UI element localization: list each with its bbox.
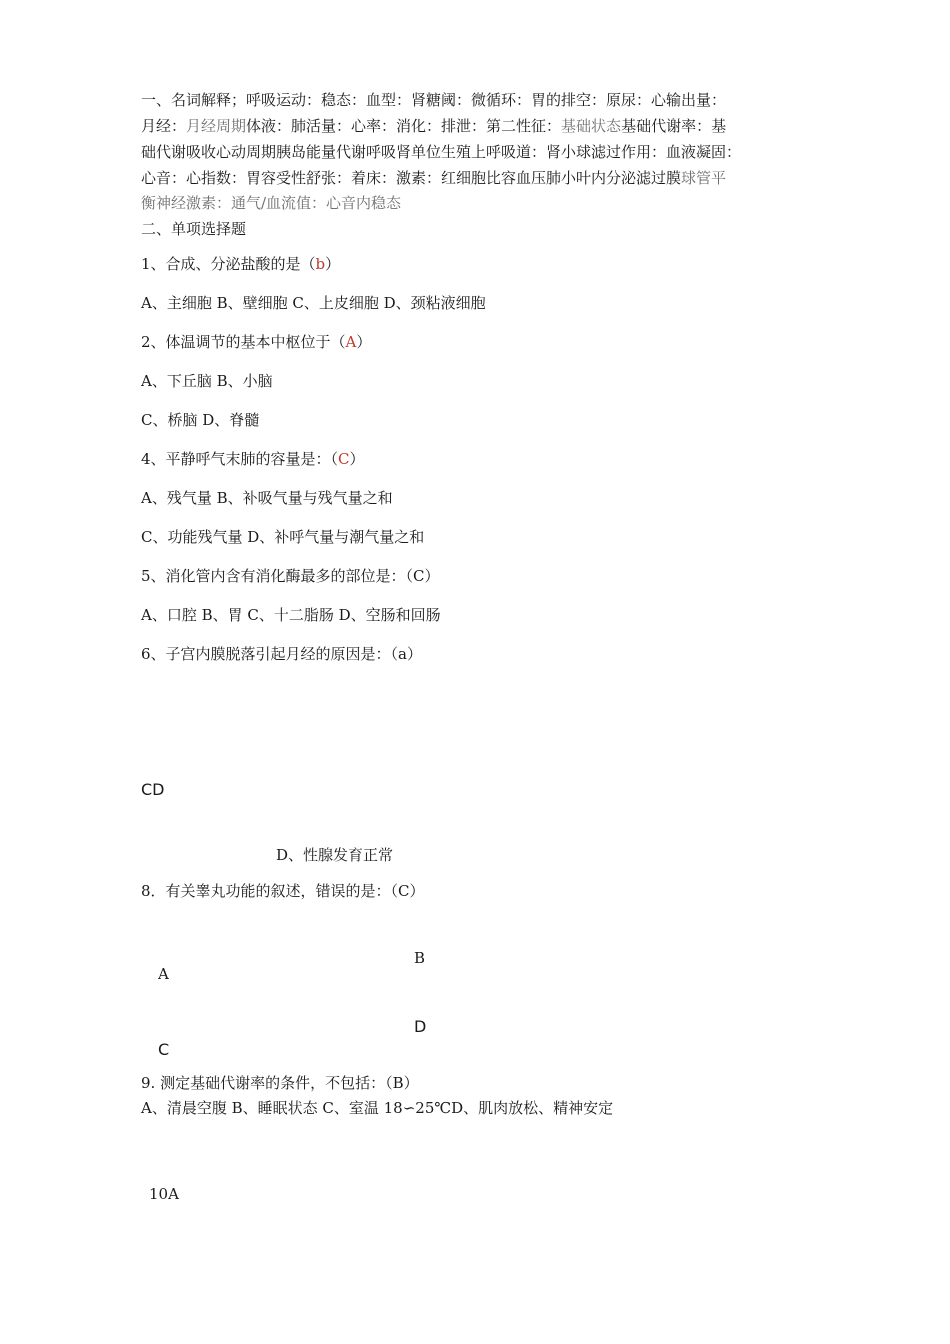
- question-8-option-c: C: [158, 1040, 170, 1059]
- question-8-stem: 8．有关睾丸功能的叙述，错误的是：（C）: [141, 882, 425, 900]
- question-text: 1、合成、分泌盐酸的是（: [141, 255, 316, 273]
- question-9-stem: 9. 测定基础代谢率的条件，不包括：（B）: [141, 1074, 419, 1092]
- terms-line-1: [141, 90, 726, 110]
- terms-line-5: [141, 193, 401, 213]
- question-text: ）: [349, 450, 365, 468]
- question-1-stem: [141, 254, 340, 274]
- question-text: ）: [325, 255, 341, 273]
- question-4-options-2: C、功能残气量 D、补呼气量与潮气量之和: [141, 528, 425, 546]
- question-5-options: A、口腔 B、胃 C、十二脂肠 D、空肠和回肠: [141, 606, 441, 624]
- terms-text: 心音：心指数：胃容受性舒张：着床：激素：红细胞比容血压肺小叶内分泌滤过膜: [141, 169, 682, 187]
- question-10-fragment: 10A: [149, 1185, 179, 1203]
- terms-text-gray: 球管平: [681, 169, 727, 187]
- terms-text-gray: 月经周期: [186, 117, 247, 135]
- question-7-fragment: CD: [141, 780, 165, 799]
- question-8-option-b: B: [414, 949, 426, 967]
- question-4-options-1: A、残气量 B、补吸气量与残气量之和: [141, 489, 393, 507]
- terms-text: 础代谢吸收心动周期胰岛能量代谢呼吸肾单位生殖上呼吸道：肾小球滤过作用：血液凝固：: [141, 143, 742, 161]
- terms-text: 体液：肺活量：心率：消化：排泄：第二性征：: [246, 117, 562, 135]
- terms-line-2: [141, 116, 726, 136]
- question-2-options-2: C、桥脑 D、脊髓: [141, 411, 260, 429]
- terms-text: 基础代谢率：基: [621, 117, 727, 135]
- question-2-options-1: A、下丘脑 B、小脑: [141, 372, 273, 390]
- question-1-options: A、主细胞 B、壁细胞 C、上皮细胞 D、颈粘液细胞: [141, 294, 486, 312]
- question-7-option-d: D、性腺发育正常: [276, 846, 394, 864]
- answer-mark: A: [345, 333, 357, 351]
- question-8-option-d: D: [414, 1017, 427, 1036]
- question-text: 2、体温调节的基本中枢位于（: [141, 333, 346, 351]
- question-8-option-a: A: [158, 965, 169, 983]
- question-5-stem: 5、消化管内含有消化酶最多的部位是：（C）: [141, 567, 440, 585]
- section-title: 二、单项选择题: [141, 220, 247, 238]
- terms-text: 一、名词解释；呼吸运动：稳态：血型：肾糖阈：微循环：胃的排空：原尿：心输出量：: [141, 91, 727, 109]
- terms-text-gray: 基础状态: [561, 117, 622, 135]
- terms-text-gray: 衡神经激素：通气/血流值：心音内稳态: [141, 194, 402, 212]
- terms-line-4: [141, 168, 726, 188]
- question-2-stem: [141, 332, 371, 352]
- question-9-options: A、清晨空腹 B、睡眠状态 C、室温 18∽25℃D、肌肉放松、精神安定: [141, 1099, 614, 1117]
- question-4-stem: [141, 449, 365, 469]
- answer-mark: b: [315, 255, 326, 273]
- answer-mark: C: [338, 450, 350, 468]
- question-6-stem: 6、子宫内膜脱落引起月经的原因是：（a）: [141, 645, 422, 663]
- terms-text: 月经：: [141, 117, 187, 135]
- question-text: ）: [356, 333, 372, 351]
- terms-line-3: [141, 142, 741, 162]
- question-text: 4、平静呼气末肺的容量是：（: [141, 450, 339, 468]
